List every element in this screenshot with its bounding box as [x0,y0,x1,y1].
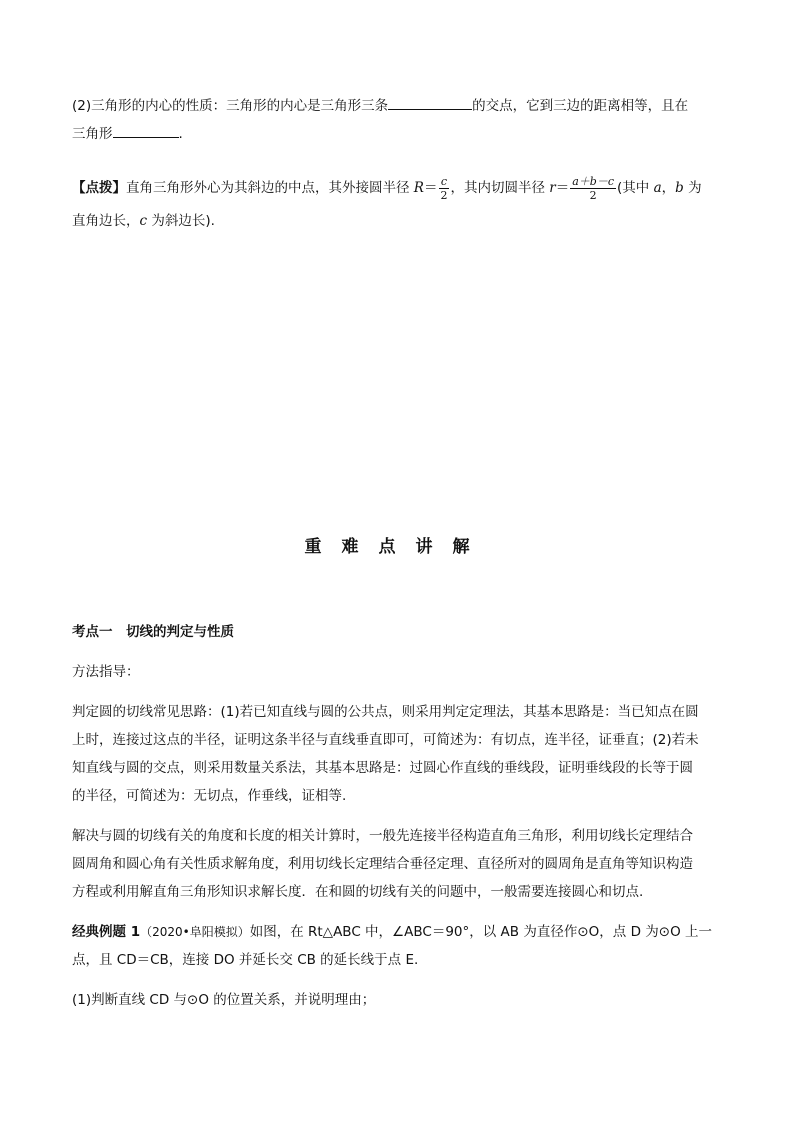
text: . [178,126,183,142]
paragraph-2-line: 解决与圆的切线有关的角度和长度的相关计算时，一般先连接半径构造直角三角形，利用切线长定理结合 [72,828,693,844]
var-a: a [653,180,662,196]
paragraph-1-line: 判定圆的切线常见思路：(1)若已知直线与圆的公共点，则采用判定定理法，其基本思路是：当已知点在圆 [72,704,699,720]
paragraph-2-line: 圆周角和圆心角有关性质求解角度，利用切线长定理结合垂径定理、直径所对的圆周角是直角等知识构造 [72,856,693,872]
example-label: 经典例题 1 [72,924,141,940]
incenter-line-2 [72,123,183,144]
fraction-R [438,175,449,202]
text: 三角形 [72,126,113,142]
fraction-denominator: 2 [589,188,597,202]
fraction-r [570,175,616,202]
paragraph-1-line: 知直线与圆的交点，则采用数量关系法，其基本思路是：过圆心作直线的垂线段，证明垂线段的长等于圆 [72,760,693,776]
fraction-denominator: 2 [440,188,448,202]
example-source: （2020•阜阳模拟） [140,925,250,939]
text: 为 [683,180,702,196]
section-heading: 重难点讲解 [304,537,490,557]
tip-line-1 [72,173,702,203]
text: (其中 [617,180,654,196]
example-line-2: 点，且 CD＝CB，连接 DO 并延长交 CB 的延长线于点 E. [72,952,419,968]
var-r: r [549,180,556,196]
tip-line-2 [72,211,215,231]
tip-label: 【点拨】 [72,180,126,196]
text: ， [661,180,676,196]
paragraph-1-line: 的半径，可简述为：无切点，作垂线，证相等. [72,788,347,804]
var-c: c [139,213,148,229]
text: 直角边长， [72,213,140,229]
topic-title: 考点一 切线的判定与性质 [72,624,234,640]
fill-blank[interactable] [113,123,179,138]
equals: ＝ [423,180,438,196]
text: (2)三角形的内心的性质：三角形的内心是三角形三条 [72,98,389,114]
fill-blank[interactable] [388,95,472,110]
text: 如图，在 Rt△ABC 中，∠ABC＝90°，以 AB 为直径作⊙O，点 D 为⊙O 上一 [249,924,712,940]
text: ，其内切圆半径 [450,180,550,196]
paragraph-1-line: 上时，连接过这点的半径，证明这条半径与直线垂直即可，可简述为：有切点，连半径，证垂直；(2)若未 [72,732,699,748]
question-1: (1)判断直线 CD 与⊙O 的位置关系，并说明理由； [72,992,376,1008]
text: 为斜边长). [147,213,215,229]
method-label: 方法指导： [72,664,140,680]
fraction-numerator: c [440,174,448,188]
equals: ＝ [555,180,570,196]
text: 的交点，它到三边的距离相等，且在 [472,98,689,114]
example-line-1 [72,922,712,942]
paragraph-2-line: 方程或利用解直角三角形知识求解长度．在和圆的切线有关的问题中，一般需要连接圆心和切点. [72,884,644,900]
var-R: R [413,180,424,196]
var-b: b [675,180,684,196]
text: 直角三角形外心为其斜边的中点，其外接圆半径 [126,180,414,196]
fraction-numerator: a＋b－c [572,174,614,188]
incenter-line-1 [72,95,688,116]
